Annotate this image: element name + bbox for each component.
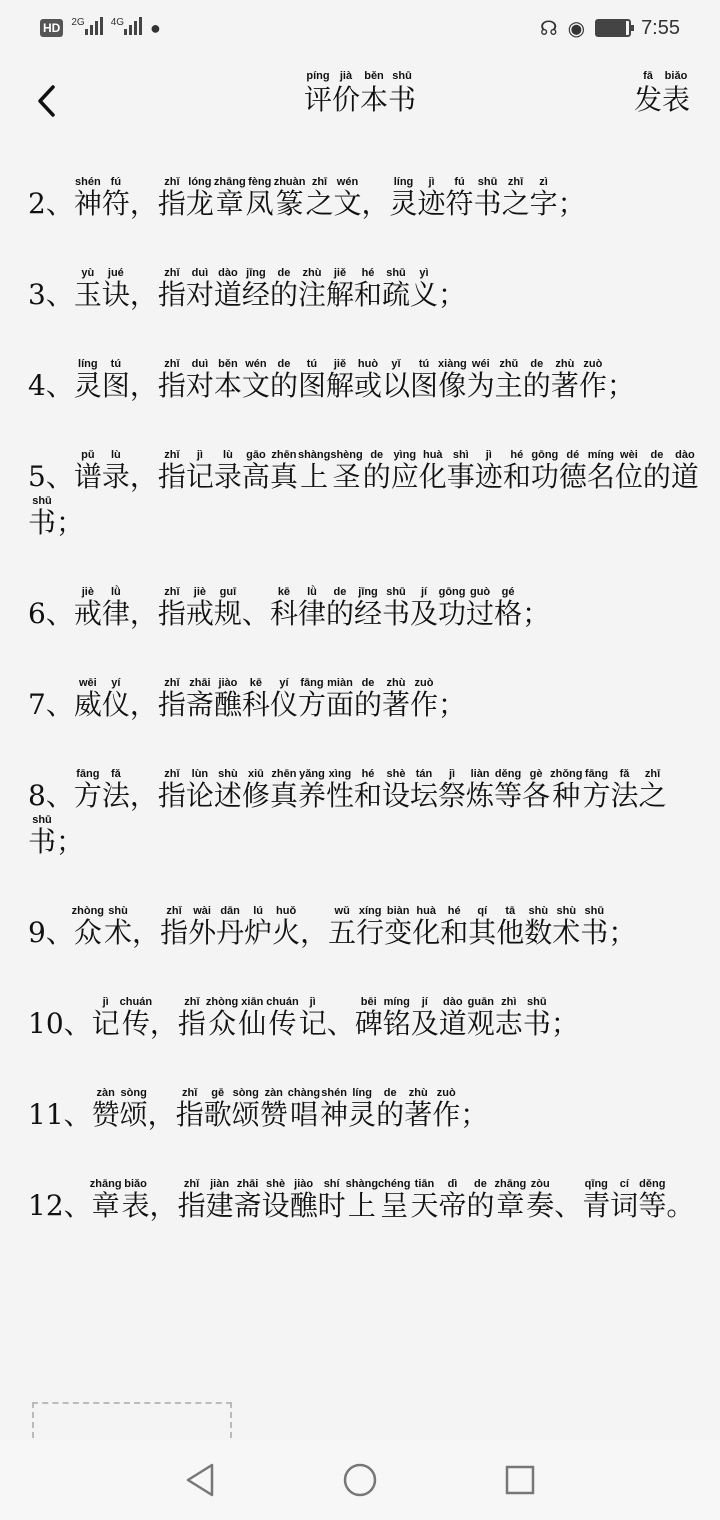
annotated-char: 唱chàng	[287, 1087, 321, 1131]
list-item	[28, 1087, 700, 1138]
plain-text: ，	[129, 779, 158, 812]
annotated-char: 之zhī	[638, 768, 667, 812]
annotated-char: 规guī	[213, 586, 242, 630]
system-nav-bar	[0, 1440, 720, 1520]
annotated-char: 天tiān	[410, 1178, 439, 1222]
plain-text: ，	[132, 916, 161, 949]
annotated-char: 指zhǐ	[157, 768, 186, 812]
annotated-char: 他tā	[496, 905, 525, 949]
annotated-char: 录lù	[213, 449, 242, 493]
annotated-char: 书shū	[522, 996, 551, 1040]
annotated-char: 指zhǐ	[157, 176, 186, 220]
eye-icon: ◉	[567, 17, 586, 40]
annotated-char: 戒jiè	[185, 586, 214, 630]
annotated-char: 戒jiè	[73, 586, 102, 630]
annotated-char: 指zhǐ	[175, 1087, 204, 1131]
annotated-char: 符fú	[445, 176, 474, 220]
annotated-char: 经jīng	[241, 267, 270, 311]
annotated-char: 著zhù	[404, 1087, 433, 1131]
annotated-char: 颂sòng	[231, 1087, 260, 1131]
plain-text: 8、	[28, 779, 74, 812]
annotated-char: 时shí	[317, 1178, 346, 1222]
annotated-char: 对duì	[185, 267, 214, 311]
annotated-char: 的de	[362, 449, 391, 493]
annotated-char: 化huà	[418, 449, 447, 493]
annotated-char: 其qí	[468, 905, 497, 949]
annotated-char: 记jì	[91, 996, 120, 1040]
annotated-char: 斋zhāi	[233, 1178, 262, 1222]
battery-icon	[595, 19, 631, 37]
annotated-char: 位wèi	[614, 449, 643, 493]
annotated-char: 文wén	[333, 176, 362, 220]
annotated-char: 醮jiào	[289, 1178, 318, 1222]
battery-level	[597, 21, 626, 35]
annotated-char: 道dào	[213, 267, 242, 311]
list-item	[28, 586, 700, 637]
hanzi: 评	[303, 83, 332, 116]
annotated-char: 义yì	[410, 267, 439, 311]
annotated-char: 律lǜ	[297, 586, 326, 630]
nav-home-button[interactable]	[330, 1450, 390, 1510]
plain-text: ；	[550, 1007, 579, 1040]
annotated-char: 像xiàng	[438, 358, 467, 402]
plain-text: 10、	[28, 1007, 92, 1040]
hd-badge: HD	[40, 19, 63, 37]
annotated-char: 表biǎo	[121, 1178, 150, 1222]
annotated-char: 凤fèng	[245, 176, 274, 220]
hanzi: 本	[360, 83, 389, 116]
annotated-char: 传chuán	[119, 996, 153, 1040]
app-notification-icon: ●	[150, 17, 161, 38]
annotated-char: 指zhǐ	[157, 586, 186, 630]
annotated-char: 赞zàn	[91, 1087, 120, 1131]
network-type-1: 2G	[71, 16, 85, 28]
publish-char	[662, 68, 690, 116]
list-item	[28, 176, 700, 227]
top-bar	[0, 68, 720, 148]
annotated-char: 词cí	[610, 1178, 639, 1222]
plain-text: 7、	[28, 688, 74, 721]
annotated-char: 高gāo	[241, 449, 270, 493]
hanzi: 价	[331, 83, 360, 116]
headset-icon: ☊	[539, 17, 558, 40]
annotated-char: 以yǐ	[382, 358, 411, 402]
annotated-char: 和hé	[353, 768, 382, 812]
annotated-char: 记jì	[298, 996, 327, 1040]
plain-text: ；	[460, 1098, 489, 1131]
annotated-char: 录lù	[101, 449, 130, 493]
plain-text: ，	[361, 187, 390, 220]
annotated-char: 章zhāng	[89, 1178, 122, 1222]
plain-text: 11、	[28, 1098, 92, 1131]
annotated-char: 的de	[522, 358, 551, 402]
annotated-char: 仪yí	[101, 677, 130, 721]
status-bar	[0, 0, 720, 56]
annotated-char: 格gé	[494, 586, 523, 630]
plain-text: ；	[438, 278, 467, 311]
annotated-char: 灵líng	[389, 176, 418, 220]
annotated-char: 的de	[269, 358, 298, 402]
clock: 7:55	[641, 16, 680, 39]
pinyin: fā	[643, 70, 653, 82]
annotated-char: 图tú	[297, 358, 326, 402]
list-item	[28, 677, 700, 728]
annotated-char: 炉lú	[244, 905, 273, 949]
hanzi: 发	[633, 83, 662, 116]
annotated-char: 指zhǐ	[177, 996, 206, 1040]
annotated-char: 的de	[642, 449, 671, 493]
annotated-char: 丹dān	[216, 905, 245, 949]
annotated-char: 术shù	[104, 905, 133, 949]
annotated-char: 的de	[325, 586, 354, 630]
annotated-char: 及jí	[410, 586, 439, 630]
annotated-char: 呈chéng	[378, 1178, 411, 1222]
annotated-char: 德dé	[558, 449, 587, 493]
annotated-char: 养yǎng	[297, 768, 326, 812]
annotated-char: 作zuò	[410, 677, 439, 721]
nav-recents-button[interactable]	[490, 1450, 550, 1510]
annotated-char: 书shū	[473, 176, 502, 220]
annotated-char: 指zhǐ	[157, 267, 186, 311]
annotated-char: 之zhī	[305, 176, 334, 220]
page-title	[0, 68, 720, 116]
annotated-char: 事shì	[446, 449, 475, 493]
annotated-char: 图tú	[101, 358, 130, 402]
plain-text: 4、	[28, 369, 74, 402]
annotated-char: 神shén	[320, 1087, 349, 1131]
annotated-char: 本běn	[213, 358, 242, 402]
annotated-char: 仙xiān	[238, 996, 267, 1040]
plain-text: ，	[300, 916, 329, 949]
list-item	[28, 358, 700, 409]
annotated-char: 真zhēn	[269, 449, 298, 493]
annotated-char: 和hé	[502, 449, 531, 493]
plain-text: ；	[438, 688, 467, 721]
annotated-char: 的de	[353, 677, 382, 721]
annotated-char: 仪yí	[269, 677, 298, 721]
plain-text: ，	[149, 1189, 178, 1222]
plain-text: ，	[129, 460, 158, 493]
annotated-char: 指zhǐ	[157, 449, 186, 493]
annotated-char: 修xiū	[241, 768, 270, 812]
annotated-char: 奏zòu	[526, 1178, 555, 1222]
plain-text: ，	[129, 688, 158, 721]
hanzi: 表	[661, 83, 690, 116]
hanzi: 书	[388, 83, 417, 116]
annotated-char: 上shàng	[345, 1178, 379, 1222]
annotated-char: 性xìng	[325, 768, 354, 812]
annotated-char: 书shū	[382, 586, 411, 630]
annotated-char: 龙lóng	[185, 176, 214, 220]
annotated-char: 设shè	[261, 1178, 290, 1222]
annotated-char: 醮jiào	[213, 677, 242, 721]
annotated-char: 篆zhuàn	[273, 176, 306, 220]
plain-text: 、	[554, 1189, 583, 1222]
annotated-char: 威wēi	[73, 677, 102, 721]
annotated-char: 行xíng	[356, 905, 385, 949]
plain-text: ，	[129, 187, 158, 220]
annotated-char: 疏shū	[382, 267, 411, 311]
annotated-char: 等děng	[638, 1178, 667, 1222]
annotated-char: 功gōng	[438, 586, 467, 630]
annotated-char: 迹jì	[417, 176, 446, 220]
plain-text: 6、	[28, 597, 74, 630]
annotated-char: 符fú	[101, 176, 130, 220]
plain-text: ；	[557, 187, 586, 220]
nav-back-button[interactable]	[170, 1450, 230, 1510]
annotated-char: 众zhòng	[71, 905, 105, 949]
list-item	[28, 996, 700, 1047]
annotated-char: 神shén	[73, 176, 102, 220]
annotated-char: 颂sòng	[119, 1087, 148, 1131]
annotated-char: 方fāng	[73, 768, 102, 812]
annotated-char: 外wài	[188, 905, 217, 949]
pinyin: biǎo	[664, 70, 688, 82]
annotated-char: 方fāng	[582, 768, 611, 812]
annotated-char: 律lǜ	[101, 586, 130, 630]
annotated-char: 主zhǔ	[494, 358, 523, 402]
annotated-char: 观guān	[466, 996, 495, 1040]
annotated-char: 章zhāng	[494, 1178, 527, 1222]
annotated-char: 法fǎ	[101, 768, 130, 812]
plain-text: ，	[147, 1098, 176, 1131]
annotated-char: 或huò	[353, 358, 382, 402]
annotated-char: 炼liàn	[466, 768, 495, 812]
plain-text: 、	[326, 1007, 355, 1040]
publish-char	[634, 68, 662, 116]
plain-text: 9、	[28, 916, 74, 949]
annotated-char: 帝dì	[438, 1178, 467, 1222]
triangle-back-icon	[184, 1462, 216, 1498]
annotated-char: 灵líng	[348, 1087, 377, 1131]
plain-text: ，	[149, 1007, 178, 1040]
annotated-char: 五wǔ	[328, 905, 357, 949]
annotated-char: 法fǎ	[610, 768, 639, 812]
annotated-char: 指zhǐ	[157, 358, 186, 402]
list-item	[28, 267, 700, 318]
annotated-char: 解jiě	[325, 358, 354, 402]
signal-icon-2	[111, 17, 142, 40]
plain-text: 、	[241, 597, 270, 630]
annotated-char: 道dào	[670, 449, 699, 493]
pinyin: shū	[392, 70, 412, 82]
plain-text: ；	[56, 825, 85, 858]
annotated-char: 方fāng	[297, 677, 326, 721]
annotated-char: 作zuò	[432, 1087, 461, 1131]
annotated-char: 迹jì	[474, 449, 503, 493]
annotated-char: 科kē	[269, 586, 298, 630]
annotated-char: 论lùn	[185, 768, 214, 812]
annotated-char: 和hé	[353, 267, 382, 311]
square-recents-icon	[504, 1464, 536, 1496]
annotated-char: 名míng	[586, 449, 615, 493]
annotated-char: 变biàn	[384, 905, 413, 949]
annotated-char: 功gōng	[530, 449, 559, 493]
plain-text: 2、	[28, 187, 74, 220]
annotated-char: 及jí	[410, 996, 439, 1040]
annotated-char: 指zhǐ	[157, 677, 186, 721]
annotated-char: 上shàng	[297, 449, 331, 493]
annotated-char: 的de	[269, 267, 298, 311]
annotated-char: 应yìng	[390, 449, 419, 493]
annotated-char: 祭jì	[438, 768, 467, 812]
title-char	[332, 68, 360, 116]
annotated-char: 赞zàn	[259, 1087, 288, 1131]
list-item	[28, 449, 700, 546]
annotated-char: 斋zhāi	[185, 677, 214, 721]
list-item	[28, 768, 700, 865]
annotated-char: 化huà	[412, 905, 441, 949]
title-char	[388, 68, 416, 116]
plain-text: 3、	[28, 278, 74, 311]
plain-text: 。	[666, 1189, 695, 1222]
annotated-char: 书shū	[28, 814, 57, 858]
annotated-char: 注zhù	[297, 267, 326, 311]
annotated-char: 为wéi	[466, 358, 495, 402]
annotated-char: 玉yù	[73, 267, 102, 311]
annotated-char: 术shù	[552, 905, 581, 949]
circle-home-icon	[342, 1462, 378, 1498]
annotated-char: 种zhǒng	[550, 768, 583, 812]
annotated-char: 著zhù	[550, 358, 579, 402]
plain-text: ；	[606, 369, 635, 402]
annotated-char: 记jì	[185, 449, 214, 493]
annotated-char: 传chuán	[266, 996, 299, 1040]
annotated-char: 述shù	[213, 768, 242, 812]
annotated-char: 各gè	[522, 768, 551, 812]
annotated-char: 指zhǐ	[177, 1178, 206, 1222]
annotated-char: 道dào	[438, 996, 467, 1040]
annotated-char: 灵líng	[73, 358, 102, 402]
annotated-char: 志zhì	[494, 996, 523, 1040]
list-item	[28, 1178, 700, 1229]
title-char	[360, 68, 388, 116]
plain-text: ；	[522, 597, 551, 630]
annotated-char: 过guò	[466, 586, 495, 630]
annotated-char: 图tú	[410, 358, 439, 402]
title-char	[304, 68, 332, 116]
annotated-char: 圣shèng	[330, 449, 363, 493]
annotated-char: 碑bēi	[354, 996, 383, 1040]
annotated-char: 谱pǔ	[73, 449, 102, 493]
annotated-char: 指zhǐ	[160, 905, 189, 949]
annotated-char: 等děng	[494, 768, 523, 812]
plain-text: ，	[129, 369, 158, 402]
annotated-char: 章zhāng	[213, 176, 246, 220]
signal-icon-1	[71, 17, 102, 40]
plain-text: 12、	[28, 1189, 92, 1222]
plain-text: ，	[129, 278, 158, 311]
annotated-char: 科kē	[241, 677, 270, 721]
annotated-char: 真zhēn	[269, 768, 298, 812]
annotated-char: 书shū	[580, 905, 609, 949]
plain-text: ；	[608, 916, 637, 949]
input-box-placeholder[interactable]	[32, 1402, 232, 1438]
annotated-char: 众zhòng	[205, 996, 239, 1040]
annotated-char: 之zhī	[501, 176, 530, 220]
annotated-char: 对duì	[185, 358, 214, 402]
annotated-char: 青qīng	[582, 1178, 611, 1222]
annotated-char: 面miàn	[325, 677, 354, 721]
annotated-char: 的de	[376, 1087, 405, 1131]
publish-button[interactable]	[634, 68, 690, 116]
annotated-char: 著zhù	[382, 677, 411, 721]
pinyin: píng	[306, 70, 330, 82]
annotated-char: 和hé	[440, 905, 469, 949]
annotated-char: 文wén	[241, 358, 270, 402]
pinyin: běn	[364, 70, 384, 82]
pinyin: jià	[339, 70, 353, 82]
annotated-char: 数shù	[524, 905, 553, 949]
annotated-char: 字zì	[529, 176, 558, 220]
plain-text: 5、	[28, 460, 74, 493]
annotated-char: 铭míng	[382, 996, 411, 1040]
network-type-2: 4G	[110, 16, 125, 28]
plain-text: ；	[56, 506, 85, 539]
annotated-char: 解jiě	[325, 267, 354, 311]
annotated-char: 坛tán	[410, 768, 439, 812]
annotated-char: 火huǒ	[272, 905, 301, 949]
list-item	[28, 905, 700, 956]
plain-text: ，	[129, 597, 158, 630]
annotated-char: 的de	[466, 1178, 495, 1222]
annotated-char: 书shū	[28, 495, 57, 539]
content-list	[28, 176, 700, 1269]
annotated-char: 诀jué	[101, 267, 130, 311]
annotated-char: 经jīng	[353, 586, 382, 630]
annotated-char: 设shè	[382, 768, 411, 812]
annotated-char: 歌gē	[203, 1087, 232, 1131]
annotated-char: 建jiàn	[205, 1178, 234, 1222]
annotated-char: 作zuò	[578, 358, 607, 402]
